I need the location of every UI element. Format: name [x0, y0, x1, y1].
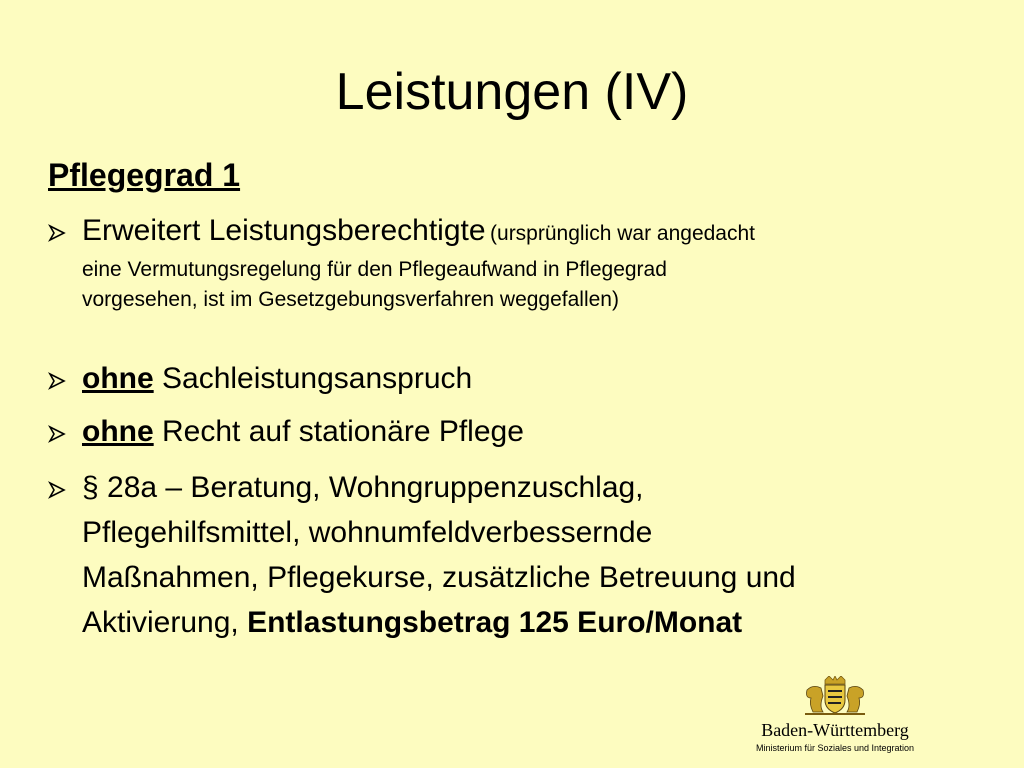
- logo-state-name: Baden-Württemberg: [761, 720, 909, 740]
- coat-of-arms-icon: [795, 676, 875, 716]
- slide-title: Leistungen (IV): [335, 63, 689, 121]
- bullet-text: Recht auf stationäre Pflege: [162, 415, 524, 448]
- bullet-emphasis: ohne: [82, 415, 154, 448]
- logo-ministry-name: Ministerium für Soziales und Integration: [755, 743, 915, 753]
- bullet-text-line: [82, 600, 932, 645]
- bullet-bold-text: Entlastungsbetrag 125 Euro/Monat: [247, 606, 743, 639]
- ministry-logo: [740, 676, 930, 764]
- bullet-emphasis: ohne: [82, 362, 154, 395]
- bullet-text-line: § 28a – Beratung, Wohngruppenzuschlag,: [82, 471, 644, 504]
- bullet-text-line: Maßnahmen, Pflegekurse, zusätzliche Betreuung und: [82, 561, 796, 594]
- arrow-bullet-icon: [48, 212, 78, 242]
- bullet-text-line: Pflegehilfsmittel, wohnumfeldverbessernde: [82, 516, 653, 549]
- bullet-note-text: (ursprünglich war angedacht: [490, 222, 755, 245]
- slide-subheading: Pflegegrad 1: [48, 157, 241, 193]
- arrow-bullet-icon: [48, 413, 78, 443]
- arrow-bullet-icon: [48, 360, 78, 390]
- bullet-note-text: eine Vermutungsregelung für den Pflegeaufwand in Pflegegrad: [82, 258, 667, 281]
- bullet-note-text: vorgesehen, ist im Gesetzgebungsverfahren weggefallen): [82, 288, 619, 311]
- bullet-text: Sachleistungsanspruch: [162, 362, 473, 395]
- arrow-bullet-icon: [48, 465, 78, 499]
- bullet-text: Aktivierung,: [82, 606, 239, 639]
- bullet-main-text: Erweitert Leistungsberechtigte: [82, 214, 486, 247]
